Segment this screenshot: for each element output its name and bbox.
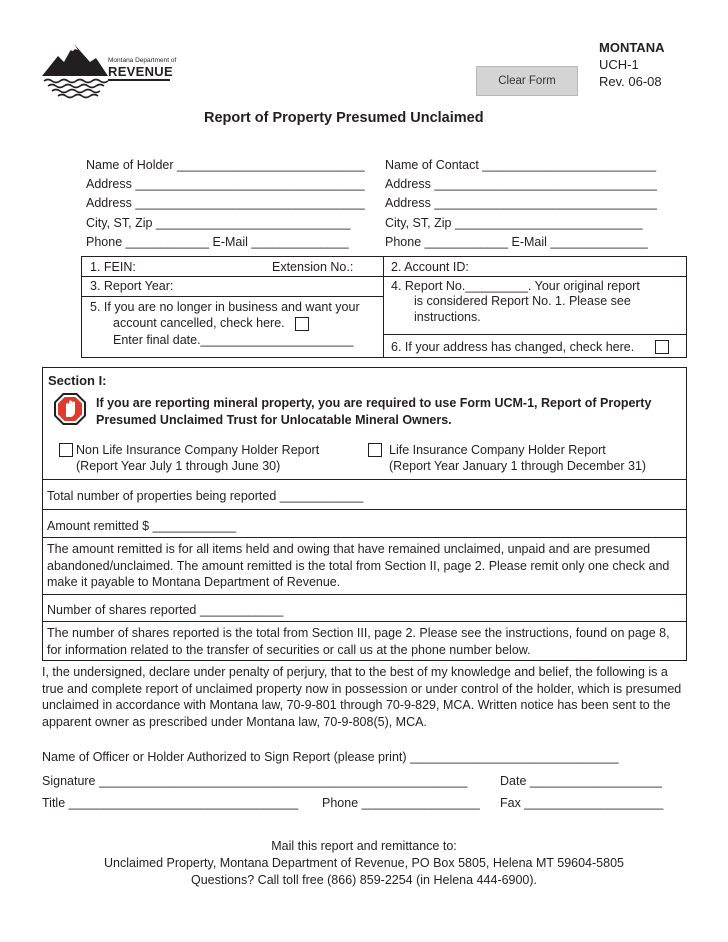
item4-line3: instructions. [414, 310, 481, 324]
section1-heading: Section I: [48, 373, 107, 388]
phone-field[interactable]: Phone _________________ [322, 796, 480, 810]
cancel-account-checkbox[interactable] [295, 317, 309, 331]
officer-name-field[interactable]: Name of Officer or Holder Authorized to Sign Report (please print) ______________________________ [42, 750, 619, 764]
contact-address1-field[interactable]: Address ________________________________ [385, 177, 657, 191]
holder-phone-email-field[interactable]: Phone ____________ E-Mail ______________ [86, 235, 349, 249]
divider-3 [43, 537, 686, 538]
signature-field[interactable]: Signature _____________________________________________________ [42, 774, 468, 788]
shares-reported-field[interactable]: Number of shares reported ____________ [47, 603, 284, 617]
logo-rule [108, 79, 170, 81]
clear-form-button[interactable]: Clear Form [476, 66, 578, 96]
header-revision: Rev. 06-08 [599, 74, 662, 89]
item5-line3[interactable]: Enter final date.______________________ [113, 333, 354, 347]
report-year-label: 3. Report Year: [90, 279, 174, 293]
divider-4 [43, 594, 686, 595]
item4-line2: is considered Report No. 1. Please see [414, 294, 631, 308]
contact-city-field[interactable]: City, ST, Zip ___________________________ [385, 216, 643, 230]
divider-5 [43, 621, 686, 622]
page-title: Report of Property Presumed Unclaimed [204, 110, 484, 126]
non-life-line1: Non Life Insurance Company Holder Report [76, 443, 320, 457]
footer-line2: Unclaimed Property, Montana Department of Revenue, PO Box 5805, Helena MT 59604-5805 [104, 856, 624, 870]
mountain-logo-icon [40, 40, 110, 102]
life-line2: (Report Year January 1 through December 31) [389, 459, 647, 473]
address-changed-checkbox[interactable] [655, 340, 669, 354]
logo-dept-small: Montana Department of [108, 57, 177, 64]
holder-name-field[interactable]: Name of Holder ___________________________ [86, 158, 365, 172]
life-checkbox[interactable] [368, 443, 382, 457]
life-line1: Life Insurance Company Holder Report [389, 443, 606, 457]
fein-label: 1. FEIN: [90, 260, 136, 274]
footer-line1: Mail this report and remittance to: [271, 839, 457, 853]
footer [0, 838, 728, 889]
logo-dept-large: REVENUE [108, 64, 173, 79]
item5-line1: 5. If you are no longer in business and want your [90, 300, 360, 314]
revenue-logo [40, 40, 180, 102]
info-box-row1-right-line [383, 276, 686, 277]
footer-line3: Questions? Call toll free (866) 859-2254 (in Helena 444-6900). [190, 873, 538, 887]
amount-remitted-field[interactable]: Amount remitted $ ____________ [47, 519, 237, 533]
info-box [81, 256, 687, 358]
warning-line2: Presumed Unclaimed Trust for Unlocatable Mineral Owners. [96, 413, 452, 427]
holder-city-field[interactable]: City, ST, Zip ____________________________ [86, 216, 351, 230]
holder-address1-field[interactable]: Address _________________________________ [86, 177, 365, 191]
header-form-id: UCH-1 [599, 57, 639, 72]
non-life-checkbox[interactable] [59, 443, 73, 457]
divider-1 [43, 479, 686, 480]
shares-note: The number of shares reported is the total from Section III, page 2. Please see the instructions, found on page 8, for information related to the transfer of securities or call us at the phone number below. [47, 626, 670, 657]
header-state: MONTANA [599, 40, 665, 55]
contact-address2-field[interactable]: Address ________________________________ [385, 196, 657, 210]
item4-line1[interactable]: 4. Report No._________. Your original report [391, 279, 640, 293]
amount-note: The amount remitted is for all items held and owing that have remained unclaimed, unpaid and are presumed abandoned/unclaimed. The amount remitted is the total from Section II, page 2. Please remit only one check and make it payable to Montana Department of Revenue. [47, 542, 670, 589]
info-box-divider-v [383, 257, 384, 357]
holder-address2-field[interactable]: Address _________________________________ [86, 196, 365, 210]
extension-label: Extension No.: [272, 260, 354, 274]
date-field[interactable]: Date ___________________ [500, 774, 662, 788]
contact-phone-email-field[interactable]: Phone ____________ E-Mail ______________ [385, 235, 648, 249]
title-field[interactable]: Title _________________________________ [42, 796, 299, 810]
non-life-line2: (Report Year July 1 through June 30) [76, 459, 281, 473]
fax-field[interactable]: Fax ____________________ [500, 796, 664, 810]
stop-hand-icon [53, 392, 87, 426]
divider-2 [43, 509, 686, 510]
declaration-text: I, the undersigned, declare under penalty of perjury, that to the best of my knowledge and belief, the following is a true and complete report of unclaimed property now in possession or under control of the holder, which is presumed unclaimed in accordance with Montana law, 70-9-801 through 70-9-829, MCA. Written notice has been sent to the apparent owner as prescribed under Montana law, 70-9-808(5), MCA. [42, 665, 682, 729]
contact-name-field[interactable]: Name of Contact _________________________ [385, 158, 657, 172]
info-box-row3-right-line [383, 334, 686, 335]
section1-box [42, 367, 687, 661]
item5-line2: account cancelled, check here. [113, 316, 285, 330]
warning-line1: If you are reporting mineral property, you are required to use Form UCM-1, Report of Property [96, 396, 652, 410]
item6-label: 6. If your address has changed, check here. [391, 340, 635, 354]
info-box-row2-left-line [82, 296, 383, 297]
info-box-row1-left-line [82, 276, 383, 277]
account-id-label: 2. Account ID: [391, 260, 469, 274]
total-properties-field[interactable]: Total number of properties being reported ____________ [47, 489, 364, 503]
